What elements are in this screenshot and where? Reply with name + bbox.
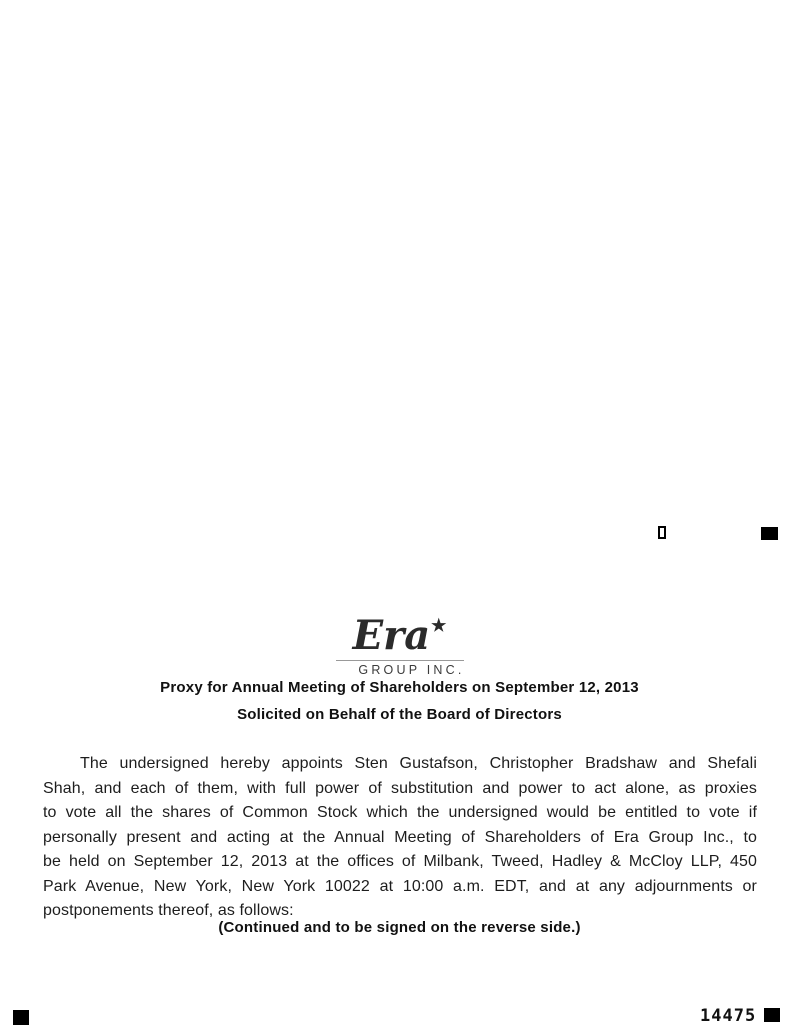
body-line: postponements thereof, as follows:	[43, 902, 294, 919]
star-icon: ★	[431, 616, 447, 636]
body-line: Shah, and each of them, with full power of substitution and power to act alone, as proxies	[43, 779, 757, 797]
body-line: The undersigned hereby appoints Sten Gustafson, Christopher Bradshaw and Shefali	[80, 755, 757, 772]
logo-subtitle: GROUP INC.	[358, 663, 465, 677]
proxy-title: Proxy for Annual Meeting of Shareholders on September 12, 2013	[160, 679, 639, 696]
timing-mark-filled	[761, 527, 778, 540]
body-line: personally present and acting at the Annual Meeting of Shareholders of Era Group Inc., to	[43, 828, 757, 846]
logo-script-text	[335, 604, 465, 658]
continued-notice: (Continued and to be signed on the reverse side.)	[218, 919, 581, 936]
proxy-subtitle: Solicited on Behalf of the Board of Directors	[237, 706, 562, 723]
timing-mark-hollow	[658, 526, 666, 539]
body-line: Park Avenue, New York, New York 10022 at 10:00 a.m. EDT, and at any adjournments or	[43, 877, 757, 895]
form-number: 14475	[700, 1006, 757, 1026]
body-line: be held on September 12, 2013 at the offices of Milbank, Tweed, Hadley & McCloy LLP, 450	[43, 853, 757, 870]
body-line: to vote all the shares of Common Stock which the undersigned would be entitled to vote if	[43, 804, 757, 821]
corner-mark-bottom-right	[764, 1008, 780, 1022]
corner-mark-bottom-left	[13, 1010, 29, 1025]
logo-era-text: Era	[352, 612, 431, 659]
logo-divider	[336, 660, 464, 661]
era-group-logo	[335, 604, 465, 677]
proxy-body-paragraph	[43, 752, 757, 924]
